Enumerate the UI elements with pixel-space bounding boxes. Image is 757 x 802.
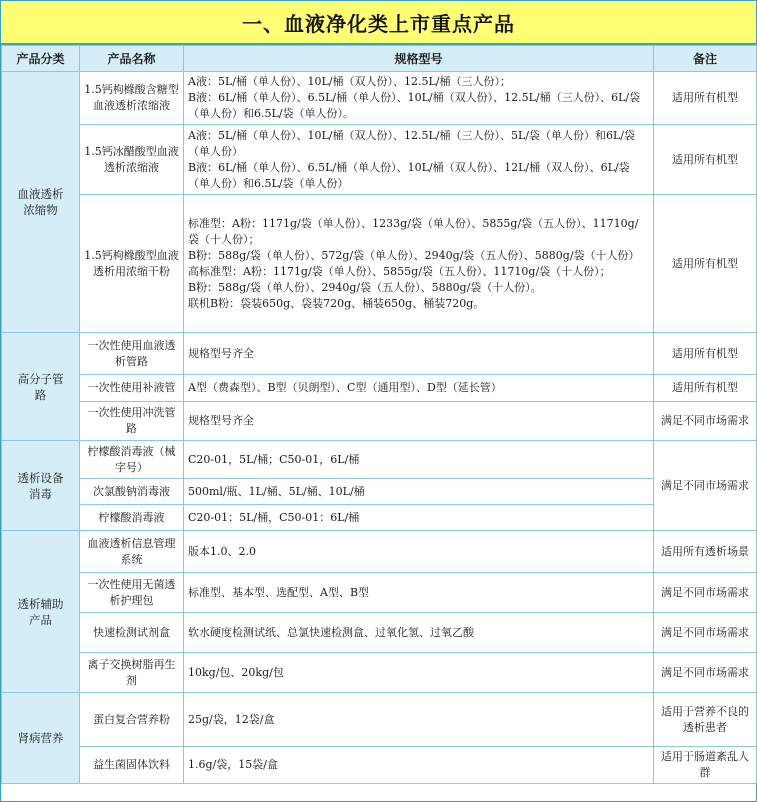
note-cell: 满足不同市场需求 bbox=[654, 441, 757, 531]
product-name-cell: 1.5钙枸橼酸含糖型血液透析浓缩液 bbox=[80, 72, 184, 125]
product-name-cell: 一次性使用无菌透析护理包 bbox=[80, 573, 184, 613]
note-cell: 满足不同市场需求 bbox=[654, 653, 757, 693]
spec-line: 500ml/瓶、1L/桶、5L/桶、10L/桶 bbox=[188, 484, 365, 498]
category-label: 透析设备消毒 bbox=[17, 470, 64, 501]
spec-cell bbox=[184, 747, 654, 784]
note-cell: 适用所有机型 bbox=[654, 195, 757, 333]
header-category: 产品分类 bbox=[2, 46, 80, 72]
spec-cell bbox=[184, 195, 654, 333]
product-name-cell: 一次性使用血液透析管路 bbox=[80, 333, 184, 375]
category-label: 肾病营养 bbox=[17, 731, 64, 745]
product-name-cell: 一次性使用冲洗管路 bbox=[80, 402, 184, 441]
product-name-cell: 蛋白复合营养粉 bbox=[80, 693, 184, 747]
product-name-cell: 一次性使用补液管 bbox=[80, 375, 184, 402]
table-header-row bbox=[2, 46, 757, 72]
table-row bbox=[2, 653, 757, 693]
spec-cell bbox=[184, 125, 654, 195]
spec-line: 标准型：A粉：1171g/袋（单人份）、1233g/袋（单人份）、5855g/袋（五人份）、11710g/袋（十人份）； bbox=[188, 216, 639, 246]
note-cell: 适用所有机型 bbox=[654, 125, 757, 195]
note-cell: 适用所有透析场景 bbox=[654, 531, 757, 573]
product-name-cell: 快速检测试剂盒 bbox=[80, 613, 184, 653]
page-title: 一、血液净化类上市重点产品 bbox=[242, 11, 515, 36]
spec-cell bbox=[184, 479, 654, 505]
spec-line: B粉：588g/袋（单人份）、572g/袋（单人份）、2940g/袋（五人份）、5880g/袋（十人份） bbox=[188, 248, 640, 262]
note-cell: 适用于肠道紊乱人群 bbox=[654, 747, 757, 784]
category-cell bbox=[2, 441, 80, 531]
table-row bbox=[2, 613, 757, 653]
table-row bbox=[2, 531, 757, 573]
category-cell bbox=[2, 72, 80, 333]
table-row bbox=[2, 402, 757, 441]
product-name-cell: 离子交换树脂再生剂 bbox=[80, 653, 184, 693]
note-cell: 适用所有机型 bbox=[654, 333, 757, 375]
spec-cell bbox=[184, 693, 654, 747]
spec-cell bbox=[184, 375, 654, 402]
spec-line: C20-01：5L/桶，C50-01：6L/桶 bbox=[188, 510, 360, 524]
note-cell: 满足不同市场需求 bbox=[654, 613, 757, 653]
spec-line: 高标准型：A粉：1171g/袋（单人份）、5855g/袋（五人份）、11710g/袋（十人份）； bbox=[188, 264, 611, 278]
header-product-name: 产品名称 bbox=[80, 46, 184, 72]
spec-cell bbox=[184, 333, 654, 375]
product-name-cell: 血液透析信息管理系统 bbox=[80, 531, 184, 573]
category-label: 高分子管路 bbox=[17, 371, 64, 402]
spec-cell bbox=[184, 573, 654, 613]
spec-line: A液：5L/桶（单人份）、10L/桶（双人份）、12.5L/桶（三人份）、5L/袋（单人份）和6L/袋（单人份） bbox=[188, 128, 635, 158]
product-name-cell: 益生菌固体饮料 bbox=[80, 747, 184, 784]
spec-line: C20-01，5L/桶；C50-01，6L/桶 bbox=[188, 452, 360, 466]
table-row bbox=[2, 479, 757, 505]
spec-line: 规格型号齐全 bbox=[188, 414, 254, 427]
table-row bbox=[2, 72, 757, 125]
title-banner bbox=[1, 1, 756, 45]
spec-line: 标准型、基本型、选配型、A型、B型 bbox=[188, 585, 370, 599]
note-cell: 适用所有机型 bbox=[654, 72, 757, 125]
category-label: 透析辅助产品 bbox=[17, 596, 64, 627]
spec-line: A型（费森型）、B型（贝朗型）、C型（通用型）、D型（延长管） bbox=[188, 381, 502, 394]
table-row bbox=[2, 441, 757, 479]
table-row bbox=[2, 333, 757, 375]
spec-line: 版本1.0、2.0 bbox=[188, 544, 256, 558]
table-row bbox=[2, 375, 757, 402]
product-name-cell: 1.5钙枸橼酸型血液透析用浓缩干粉 bbox=[80, 195, 184, 333]
category-cell bbox=[2, 531, 80, 693]
product-name-cell: 柠檬酸消毒液 bbox=[80, 505, 184, 531]
spec-line: 1.6g/袋，15袋/盒 bbox=[188, 758, 278, 771]
note-cell: 适用于营养不良的透析患者 bbox=[654, 693, 757, 747]
table-row bbox=[2, 505, 757, 531]
spec-cell bbox=[184, 505, 654, 531]
spec-cell bbox=[184, 72, 654, 125]
category-cell bbox=[2, 693, 80, 784]
spec-cell bbox=[184, 441, 654, 479]
header-spec: 规格型号 bbox=[184, 46, 654, 72]
spec-line: B液：6L/桶（单人份）、6.5L/桶（单人份）、10L/桶（双人份）、12L/桶（双人份）、6L/袋（单人份）和6.5L/袋（单人份） bbox=[188, 160, 630, 190]
note-cell: 满足不同市场需求 bbox=[654, 402, 757, 441]
spec-cell bbox=[184, 531, 654, 573]
spec-line: 规格型号齐全 bbox=[188, 346, 254, 360]
product-name-cell: 次氯酸钠消毒液 bbox=[80, 479, 184, 505]
table-row bbox=[2, 693, 757, 747]
table-row bbox=[2, 747, 757, 784]
spec-line: A液：5L/桶（单人份）、10L/桶（双人份）、12.5L/桶（三人份）； bbox=[188, 75, 511, 88]
spec-cell bbox=[184, 402, 654, 441]
spec-line: B液：6L/桶（单人份）、6.5L/桶（单人份）、10L/桶（双人份）、12.5L/桶（三人份）、6L/袋（单人份）和6.5L/袋（单人份）。 bbox=[188, 91, 641, 120]
spec-cell bbox=[184, 613, 654, 653]
note-cell: 满足不同市场需求 bbox=[654, 573, 757, 613]
spec-line: 联机B粉：袋装650g、袋装720g、桶装650g、桶装720g。 bbox=[188, 296, 485, 310]
table-row bbox=[2, 195, 757, 333]
spec-cell bbox=[184, 653, 654, 693]
note-cell: 适用所有机型 bbox=[654, 375, 757, 402]
spec-line: B粉：588g/袋（单人份）、2940g/袋（五人份）、5880g/袋（十人份）。 bbox=[188, 280, 542, 294]
product-name-cell: 1.5钙冰醋酸型血液透析浓缩液 bbox=[80, 125, 184, 195]
spec-line: 软水硬度检测试纸、总氯快速检测盒、过氧化氢、过氧乙酸 bbox=[188, 625, 474, 639]
table-row bbox=[2, 573, 757, 613]
table-row bbox=[2, 125, 757, 195]
category-label: 血液透析浓缩物 bbox=[17, 187, 64, 217]
header-note: 备注 bbox=[654, 46, 757, 72]
table-body bbox=[2, 72, 757, 784]
spec-line: 25g/袋，12袋/盒 bbox=[188, 712, 275, 726]
product-name-cell: 柠檬酸消毒液（械字号） bbox=[80, 441, 184, 479]
product-table bbox=[1, 45, 757, 784]
category-cell bbox=[2, 333, 80, 441]
spec-line: 10kg/包、20kg/包 bbox=[188, 665, 284, 679]
